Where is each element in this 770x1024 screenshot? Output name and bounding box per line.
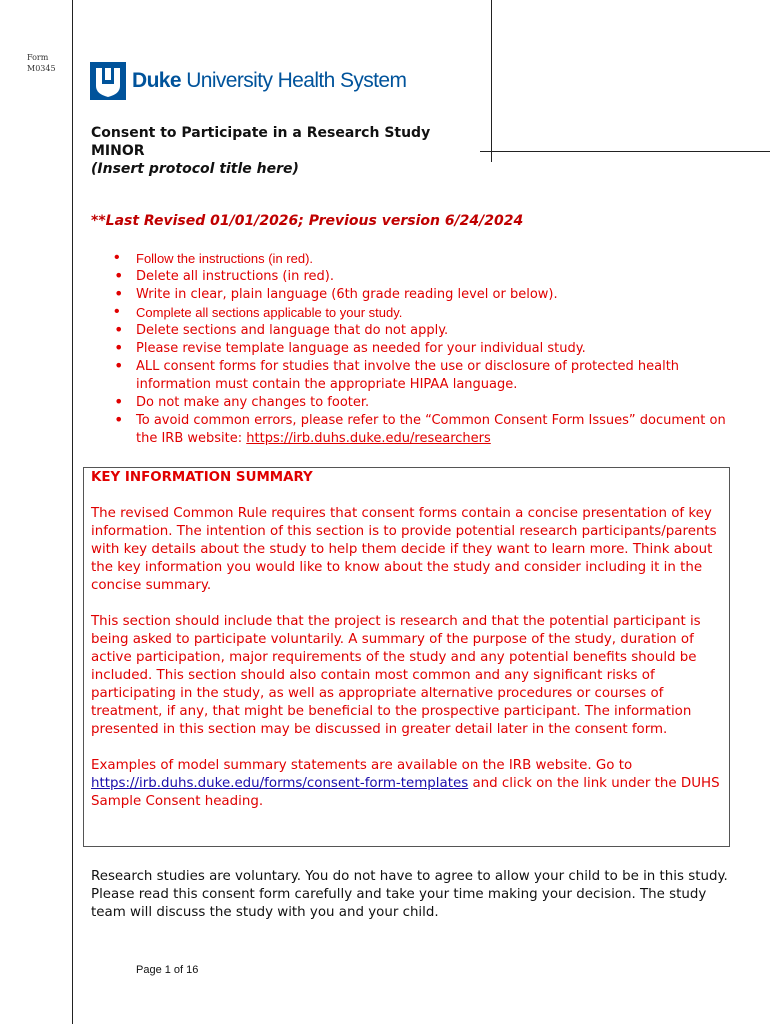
consent-templates-link[interactable]: https://irb.duhs.duke.edu/forms/consent-form-templates xyxy=(91,776,469,791)
logo-wordmark-rest: University Health System xyxy=(180,69,407,92)
form-code-number: M0345 xyxy=(27,64,56,73)
page-number: Page 1 of 16 xyxy=(136,964,199,976)
protocol-title-placeholder: (Insert protocol title here) xyxy=(91,161,299,177)
instruction-item: • Delete sections and language that do not apply. xyxy=(110,322,730,340)
key-info-paragraph xyxy=(91,757,721,811)
header-divider-horizontal xyxy=(480,151,770,152)
header-divider-vertical xyxy=(491,0,492,162)
instruction-item: • Delete all instructions (in red). xyxy=(110,268,730,286)
key-info-text: Examples of model summary statements are available on the IRB website. Go to xyxy=(91,758,633,773)
key-info-text: and click on the link under the DUHS Sample Consent heading. xyxy=(91,776,720,809)
instruction-item: • Do not make any changes to footer. xyxy=(110,394,730,412)
key-information-summary-box xyxy=(83,467,730,847)
irb-researchers-link[interactable]: https://irb.duhs.duke.edu/researchers xyxy=(246,431,491,446)
form-code-label: Form xyxy=(27,53,49,62)
instruction-item: • Follow the instructions (in red). xyxy=(110,250,730,268)
title-line: Consent to Participate in a Research Study xyxy=(91,125,431,141)
instruction-item: • Write in clear, plain language (6th grade reading level or below). xyxy=(110,286,730,304)
instruction-item: • Complete all sections applicable to your study. xyxy=(110,304,730,322)
title-subtitle: MINOR xyxy=(91,143,145,159)
duke-shield-icon xyxy=(90,62,126,100)
key-info-paragraph: This section should include that the project is research and that the potential participant is being asked to participate voluntarily. A summary of the purpose of the study, duration of active participation, major requirements of the study and any potential benefits should be included. This section should also contain most common and any significant risks of participating in the study, as well as appropriate alternative procedures or courses of treatment, if any, that might be beneficial to the prospective participant. The information presented in this section may be discussed in greater detail later in the consent form. xyxy=(91,614,701,737)
form-code xyxy=(27,52,56,74)
voluntary-statement: Research studies are voluntary. You do not have to agree to allow your child to be in this study. Please read this consent form carefully and take your time making your decision. The study team will discuss the study with you and your child. xyxy=(91,869,728,920)
duke-logo xyxy=(90,62,406,100)
instructions-list xyxy=(110,250,730,448)
instruction-item: • Please revise template language as needed for your individual study. xyxy=(110,340,730,358)
instruction-item xyxy=(110,412,730,448)
left-margin-line xyxy=(72,0,73,1024)
key-info-heading: KEY INFORMATION SUMMARY xyxy=(91,470,313,485)
revision-note: **Last Revised 01/01/2026; Previous version 6/24/2024 xyxy=(91,213,524,229)
logo-wordmark-bold: Duke xyxy=(132,69,181,92)
logo-wordmark xyxy=(132,69,406,93)
instruction-item: • ALL consent forms for studies that involve the use or disclosure of protected health information must contain the appropriate HIPAA language. xyxy=(110,358,730,394)
key-info-paragraph: The revised Common Rule requires that consent forms contain a concise presentation of key information. The intention of this section is to provide potential research participants/parents with key details about the study to help them decide if they want to learn more. Think about the key information you would like to know about the study and consider including it in the concise summary. xyxy=(91,506,717,593)
instruction-text: To avoid common errors, please refer to the “Common Consent Form Issues” document on the IRB website: xyxy=(136,413,726,446)
document-title xyxy=(91,124,430,178)
